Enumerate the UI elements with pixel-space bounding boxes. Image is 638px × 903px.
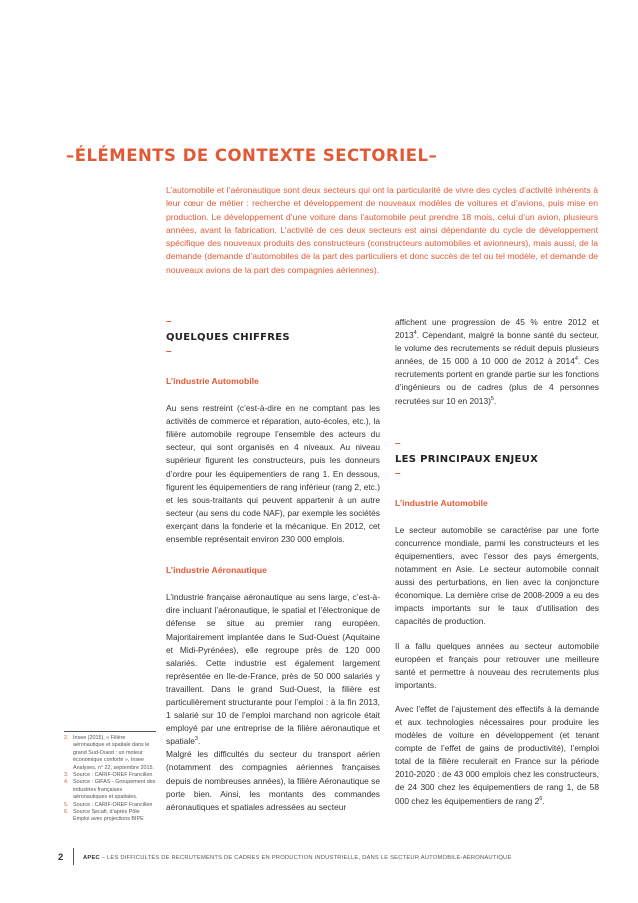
paragraph-aeronautique-text: L’industrie française aéronautique au sens large, c’est-à-dire incluant l’aéronautique, le spatial et l’électronique de défense se situe au premier rang européen. Majoritairement implantée dans le Sud-Ouest (Aquitaine et Midi-Pyrénées), elle regroupe près de 120 000 salariés. Cette industrie est également largement représentée en Ile-de-France, près de 50 000 salariés y travaillent. Dans le grand Sud-Ouest, la filière est particulièrement structurante pour l’emploi : à la fin 2013, 1 salarié sur 10 de l’emploi marchand non agricole était employé par une entreprise de la filière aéronautique et spatiale: [166, 592, 380, 747]
footnote: [64, 772, 156, 779]
progression-end: .: [416, 330, 420, 341]
progression-text: affichent une progression de 45 % entre 2012 et 2013: [395, 317, 599, 341]
recrutements-text: Cependant, malgré la bonne santé du secteur, le volume des recrutements se réduit depuis plusieurs années, de 15 000 à 10 000 de 2012 à 2014: [395, 330, 600, 367]
footnote-ref: 4: [413, 330, 417, 337]
page-number: 2: [58, 852, 64, 863]
paragraph-concurrence: Le secteur automobile se caractérise par une forte concurrence mondiale, parmi les constructeurs et les équipementiers, avec l’essor des pays émergents, notamment en Asie. Le secteur automobile connait aussi des perturbations, en lien avec la conjoncture économique. La dernière crise de 2008-2009 a eu des impacts importants sur le taux d’utilisation des capacités de production.: [395, 524, 599, 627]
paragraph-transport: Malgré les difficultés du secteur du transport aérien (notamment des compagnies aériennes françaises depuis de nombreuses années), la filière Aéronautique se porte bien. Ainsi, les montants des commandes aéronautiques et spatiales adressées au secteur: [166, 749, 380, 812]
footnote-text: Source : CARIF-OREF Francilien: [73, 801, 153, 808]
heading-dash-bottom: –: [395, 467, 401, 479]
footnote-text: Insee (2015), « Filière aéronautique et spatiale dans le grand Sud-Ouest : un moteur économique conforté », Insee Analyses, n° 22, septembre 2015.: [73, 735, 154, 771]
subheading-automobile: L’industrie Automobile: [395, 497, 488, 508]
footnote-text: Source : CARIF-OREF Francilien: [73, 772, 153, 779]
paragraph-aeronautique: L’industrie française aéronautique au sens large, c’est-à-dire incluant l’aéronautique, le spatial et l’électronique de défense se situe au premier rang européen. Majoritairement implantée dans le Sud-Ouest (Aquitaine et Midi-Pyrénées), elle regroupe près de 120 000 salariés. Cette industrie est également largement représentée en Ile-de-France, près de 50 000 salariés y travaillent. Dans le grand Sud-Ouest, la filière est particulièrement structurante pour l’emploi : à la fin 2013, 1 salarié sur 10 de l’emploi marchand non agricole était employé par une entreprise de la filière aéronautique et spatiale$^3$.: [166, 592, 380, 747]
subheading-automobile: L’industrie Automobile: [166, 376, 259, 386]
footer-title: – LES DIFFICULTÉS DE RECRUTEMENTS DE CADRES EN PRODUCTION INDUSTRIELLE, DANS LE SECTEUR AUTOMOBILE-AÉRONAUTIQUE: [99, 855, 512, 861]
intro-paragraph: L’automobile et l’aéronautique sont deux secteurs qui ont la particularité de vivre des cycles d’activité inhérents à leur cœur de métier : recherche et développement de nouveaux modèles de voitures et d’avions, puis mise en production. Le développement d’une voiture dans l’automobile peut prendre 18 mois, celui d’un avion, plusieurs années, avant la fabrication. L’activité de ces deux secteurs est ainsi dépendante du cycle de développement spécifique des nouveaux produits des constructeurs (constructeurs automobiles et avionneurs), mais aussi, de la demande (demande d’automobiles de la part des particuliers et donc succès de tel ou tel modèle, et demande de nouveaux avions de la part des compagnies aériennes).: [166, 185, 598, 275]
running-footer: [83, 855, 512, 861]
subheading-aeronautique: L’industrie Aéronautique: [166, 565, 267, 576]
heading-dash-top: –: [166, 316, 172, 327]
paragraph-automobile: Au sens restreint (c’est-à-dire en ne comptant pas les activités de commerce et réparation, auto-écoles, etc.), la filière automobile regroupe l’ensemble des acteurs du secteur, qui sont organisés en 4 niveaux. Au niveau supérieur figurent les constructeurs, puis les donneurs d’ordre pour les équipementiers de rang 1. En dessous, figurent les équipementiers de rang inférieur (rang 2, etc.) et les sous-traitants qui peuvent appartenir à un autre secteur (au sens du code NAF), par exemple les sociétés exerçant dans la fonderie et la mécanique. En 2012, cet ensemble représentait environ 230 000 emplois.: [166, 403, 380, 545]
footnote-number: 5.: [64, 801, 69, 808]
footnote: [64, 735, 156, 772]
footnotes: [64, 731, 156, 824]
heading-quelques-chiffres: QUELQUES CHIFFRES: [166, 332, 290, 343]
footnote-ref: 6: [539, 795, 543, 802]
footnote-number: 2.: [64, 735, 69, 741]
paragraph-progression: [395, 316, 599, 408]
footnote-number: 4.: [64, 779, 69, 786]
footnote-text: Source Secafi, d’après Pôle Emploi avec projections BIPE: [73, 809, 144, 823]
paragraph-sante: Il a fallu quelques années au secteur automobile européen et français pour retrouver une meilleure santé et permettre à nouveau des recrutements plus importants.: [395, 640, 599, 690]
footnote: [64, 802, 156, 809]
emploi-end: .: [542, 795, 545, 806]
paragraph-emploi: [395, 703, 599, 808]
recrutements-end: .: [493, 395, 497, 406]
footer-divider: [73, 848, 74, 865]
footnote-number: 6.: [64, 809, 69, 816]
footnote-text: Source : GIFAS - Groupement des industries françaises aéronautiques et spatiales.: [73, 779, 156, 801]
heading-dash-top: –: [395, 437, 401, 449]
left-column: [166, 316, 380, 814]
emploi-text: Avec l’effet de l’ajustement des effectifs à la demande et aux technologies nécessaires pour produire les modèles de voiture en développement (et tenant compte de l’effet de gains de productivité), l’emploi total de la filière reculerait en France sur la période 2010-2020 : de 43 000 emplois chez les constructeurs, de 24 300 chez les équipementiers de rang 1, de 58 000 chez les équipementiers de rang 2: [395, 703, 599, 806]
heading-dash-bottom: –: [166, 346, 172, 357]
footnote-ref: 4: [574, 356, 578, 363]
footer-brand: APEC: [83, 855, 100, 861]
footnote-number: 3.: [64, 772, 69, 779]
footnote: [64, 809, 156, 824]
footnote-ref: 3: [194, 736, 198, 743]
heading-principaux-enjeux: LES PRINCIPAUX ENJEUX: [395, 453, 539, 465]
section-title: –ÉLÉMENTS DE CONTEXTE SECTORIEL–: [66, 146, 438, 165]
footnote: [64, 779, 156, 801]
footnote-ref: 5: [490, 395, 494, 402]
right-column: [395, 316, 599, 808]
recrutements-text-2: . Ces recrutements portent en grande partie sur les fonctions d’ingénieurs ou de cadres (plus de 4 personnes recrutées sur 10 en 2013): [395, 356, 599, 406]
